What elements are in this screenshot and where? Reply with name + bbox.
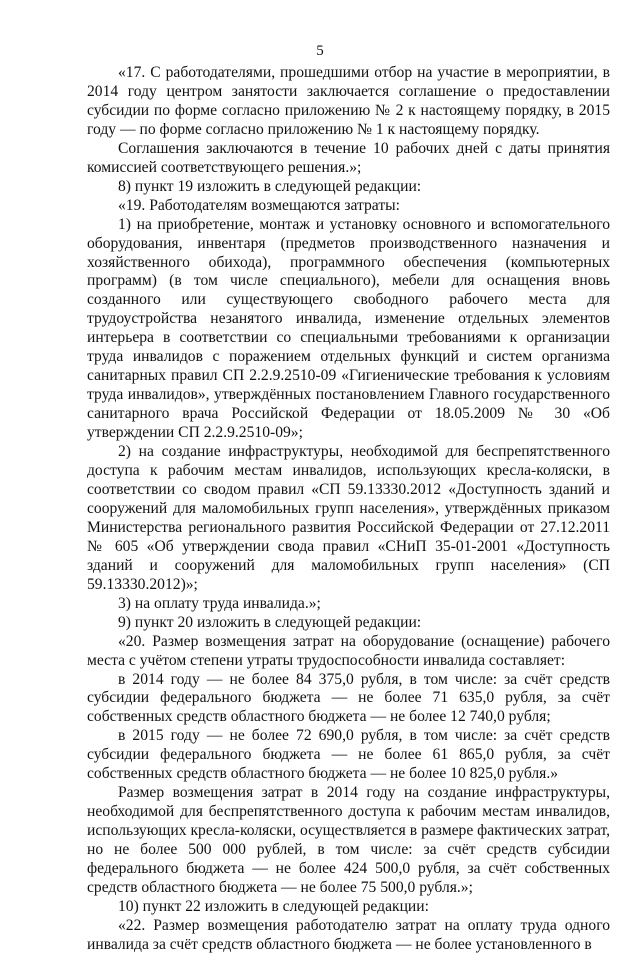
paragraph-22: «22. Размер возмещения работодателю затрат на оплату труда одного инвалида за счёт средств областного бюджета — не более установленного в	[87, 916, 610, 953]
paragraph-20-infrastructure: Размер возмещения затрат в 2014 году на создание инфраструктуры, необходимой для беспрепятственного доступа к рабочим местам инвалидов, использующих кресла-коляски, осуществляется в размере фактических затрат, но не более 500 000 рублей, в том числе: за счёт средств субсидии федерального бюджета — не более 424 500,0 рубля, за счёт собственных средств областного бюджета — не более 75 500,0 рубля.»;	[87, 784, 610, 896]
amendment-item-8: 8) пункт 19 изложить в следующей редакции:	[118, 177, 422, 195]
paragraph-19-subitem-3: 3) на оплату труда инвалида.»;	[118, 594, 321, 612]
amendment-item-9: 9) пункт 20 изложить в следующей редакции:	[118, 613, 422, 631]
paragraph-19-subitem-1: 1) на приобретение, монтаж и установку основного и вспомогательного оборудования, инвентаря (предметов производственного назначения и хозяйственного обихода), программного обеспечения (компьютерных программ) (в том числе специального), мебели для оснащения вновь созданного или существующего свободного рабочего места для трудоустройства незанятого инвалида, изменение отдельных элементов интерьера в соответствии со специальными требованиями к организации труда инвалидов с поражением отдельных функций и систем организма санитарных правил СП 2.2.9.2510-09 «Гигиенические требования к условиям труда инвалидов», утверждённых постановлением Главного государственного санитарного врача Российской Федерации от 18.05.2009 № 30 «Об утверждении СП 2.2.9.2510-09»;	[87, 215, 610, 442]
paragraph-20-year-2014: в 2014 году — не более 84 375,0 рубля, в том числе: за счёт средств субсидии федерального бюджета — не более 71 635,0 рубля, за счёт собственных средств областного бюджета — не более 12 740,0 рубля;	[87, 670, 610, 726]
amendment-item-10: 10) пункт 22 изложить в следующей редакции:	[118, 897, 429, 915]
page-number: 5	[316, 43, 324, 59]
paragraph-20-heading: «20. Размер возмещения затрат на оборудование (оснащение) рабочего места с учётом степени утраты трудоспособности инвалида составляет:	[87, 632, 610, 669]
document-body	[87, 64, 610, 955]
paragraph-17: «17. С работодателями, прошедшими отбор на участие в мероприятии, в 2014 году центром занятости заключается соглашение о предоставлении субсидии по форме согласно приложению № 2 к настоящему порядку, в 2015 году — по форме согласно приложению № 1 к настоящему порядку.	[87, 64, 610, 138]
paragraph-20-year-2015: в 2015 году — не более 72 690,0 рубля, в том числе: за счёт средств субсидии федерального бюджета — не более 61 865,0 рубля, за счёт собственных средств областного бюджета — не более 10 825,0 рубля.»	[87, 727, 610, 783]
paragraph-agreements-term: Соглашения заключаются в течение 10 рабочих дней с даты принятия комиссией соответствующего решения.»;	[87, 139, 610, 176]
paragraph-19-subitem-2: 2) на создание инфраструктуры, необходимой для беспрепятственного доступа к рабочим местам инвалидов, использующих кресла-коляски, в соответствии со сводом правил «СП 59.13330.2012 «Доступность зданий и сооружений для маломобильных групп населения», утверждённых приказом Министерства регионального развития Российской Федерации от 27.12.2011 № 605 «Об утверждении свода правил «СНиП 35-01-2001 «Доступность зданий и сооружений для маломобильных групп населения» (СП 59.13330.2012)»;	[87, 443, 610, 593]
paragraph-19-heading: «19. Работодателям возмещаются затраты:	[118, 196, 400, 214]
